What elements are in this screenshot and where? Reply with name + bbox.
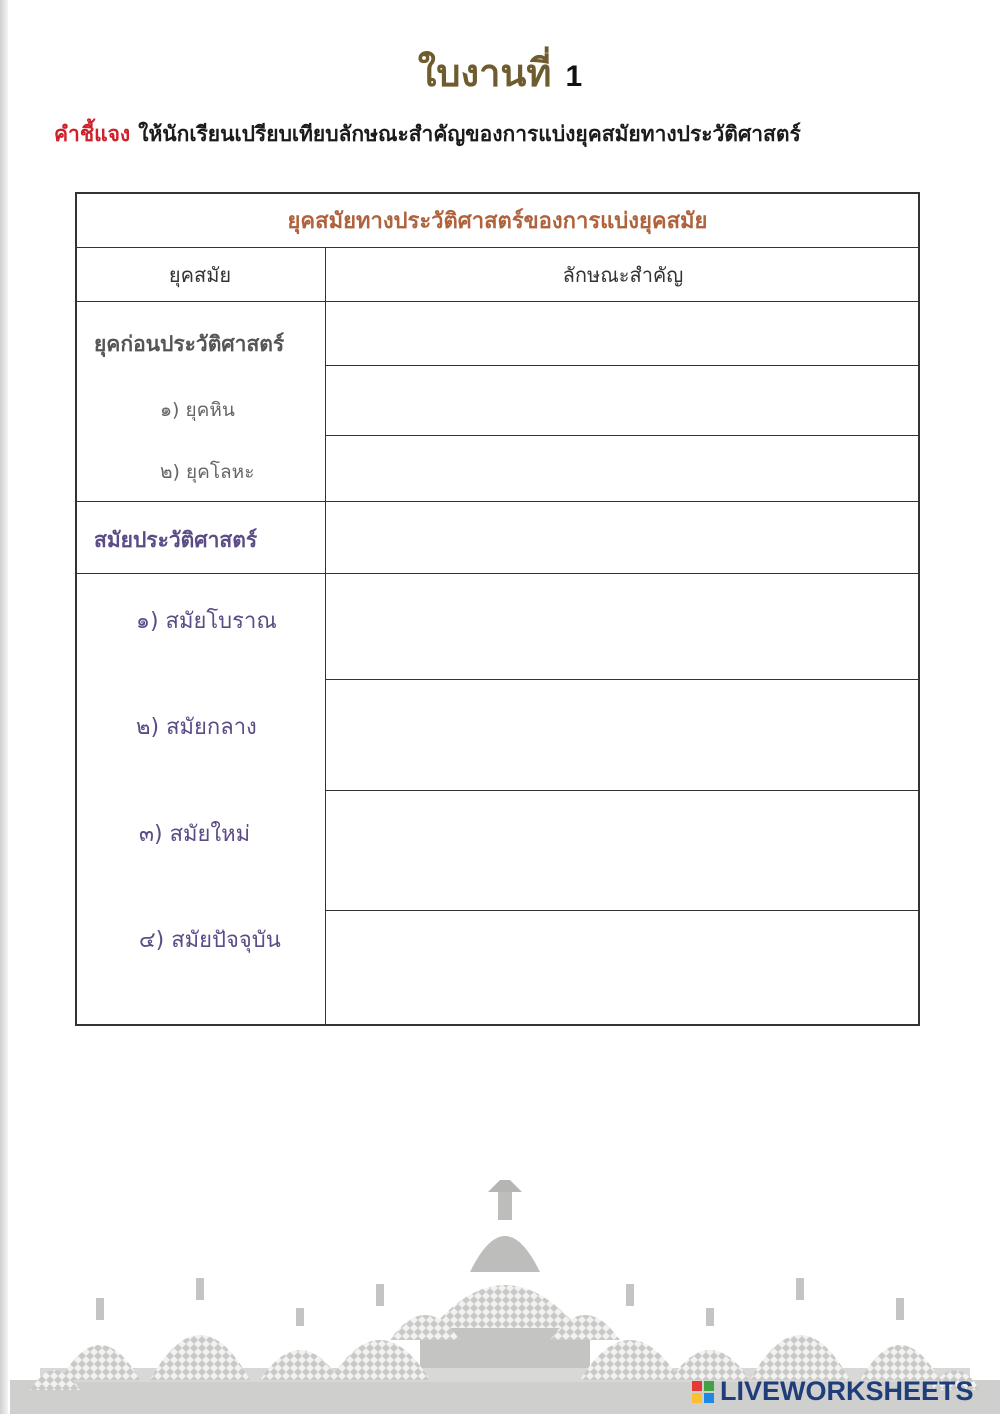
answer-field-modern[interactable] <box>328 792 918 909</box>
liveworksheets-logo <box>692 1376 974 1407</box>
title-number: 1 <box>565 60 583 93</box>
answer-field-historic[interactable] <box>328 503 918 572</box>
column-header-era: ยุคสมัย <box>168 262 232 287</box>
era-metal-age: ๒) ยุคโลหะ <box>160 461 255 483</box>
table-divider <box>326 365 920 366</box>
answer-field-stone-age[interactable] <box>328 367 918 434</box>
era-prehistoric: ยุคก่อนประวัติศาสตร์ <box>94 331 285 356</box>
answer-field-metal-age[interactable] <box>328 437 918 500</box>
instruction <box>54 118 934 151</box>
era-modern: ๓) สมัยใหม่ <box>139 821 251 847</box>
table-divider <box>326 790 920 791</box>
table-divider <box>75 573 920 574</box>
table-divider <box>326 679 920 680</box>
brand-icon <box>692 1381 714 1403</box>
table-divider <box>75 301 920 302</box>
era-medieval: ๒) สมัยกลาง <box>136 714 257 740</box>
brand-name: LIVEWORKSHEETS <box>720 1376 974 1406</box>
answer-field-contemporary[interactable] <box>328 912 918 1024</box>
table-header: ยุคสมัยทางประวัติศาสตร์ของการแบ่งยุคสมัย <box>287 208 708 234</box>
instruction-lead: คำชี้แจง <box>54 122 131 146</box>
column-header-features: ลักษณะสำคัญ <box>562 262 684 287</box>
column-divider <box>325 247 326 1026</box>
worksheet-title <box>0 42 1000 103</box>
era-historic: สมัยประวัติศาสตร์ <box>94 527 258 552</box>
answer-field-prehistoric[interactable] <box>328 303 918 364</box>
era-contemporary: ๔) สมัยปัจจุบัน <box>139 927 281 953</box>
answer-field-ancient[interactable] <box>328 575 918 678</box>
page-spine <box>0 0 8 1414</box>
title-text: ใบงานที่ <box>417 50 552 95</box>
era-stone-age: ๑) ยุคหิน <box>160 399 235 421</box>
era-ancient: ๑) สมัยโบราณ <box>136 608 277 634</box>
table-divider <box>326 910 920 911</box>
answer-field-medieval[interactable] <box>328 681 918 789</box>
instruction-text: ให้นักเรียนเปรียบเทียบลักษณะสำคัญของการแบ่งยุคสมัยทางประวัติศาสตร์ <box>138 122 801 146</box>
table-divider <box>75 501 920 502</box>
table-divider <box>326 435 920 436</box>
